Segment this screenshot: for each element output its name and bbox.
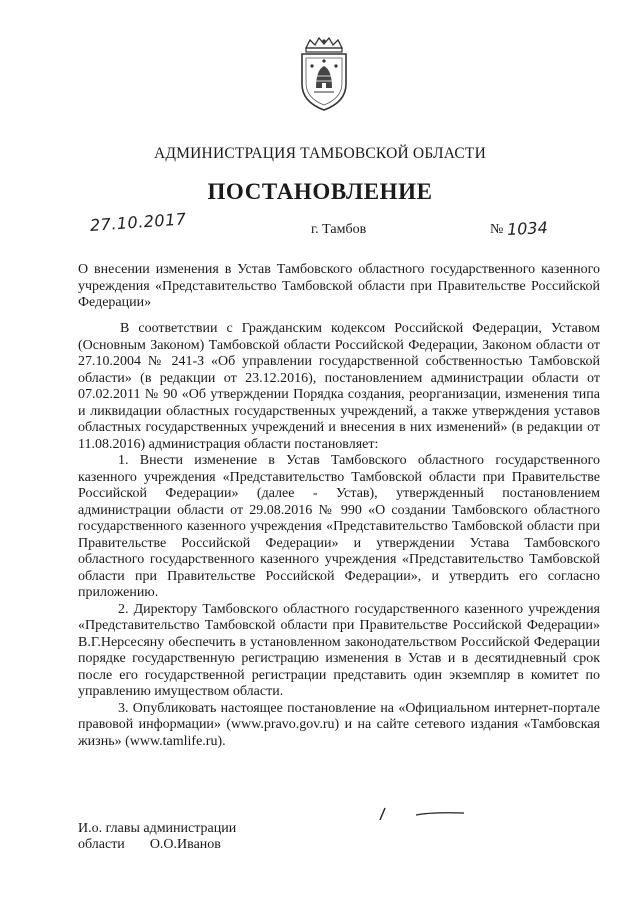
document-number: 1034 bbox=[506, 217, 549, 240]
coat-of-arms-icon bbox=[296, 36, 352, 112]
signatory-position-line1: И.о. главы администрации bbox=[78, 821, 237, 836]
signatory-name: О.О.Иванов bbox=[149, 837, 221, 852]
handwritten-signature-mark bbox=[376, 804, 466, 822]
clause-2-paragraph: 2. Директору Тамбовского областного государственного казенного учреждения «Представительство Тамбовской области при Правительстве Российской Федерации» В.Г.Нерсесяну обеспечить в установленном законодательством Российской Федерации порядке государственную регистрацию изменения в Устав и в десятидневный срок после его государственной регистрации представить один экземпляр в комитет по управлению имуществом области. bbox=[78, 601, 600, 699]
document-number-label: № bbox=[490, 222, 504, 237]
clause-1-paragraph: 1. Внести изменение в Устав Тамбовского областного государственного казенного учреждения «Представительство Тамбовской области при Правительстве Российской Федерации» (далее - Устав), утвержденный постановлением администрации области от 29.08.2016 № 990 «О создании Тамбовского областного государственного казенного учреждения «Представительство Тамбовской области при Правительстве Российской Федерации» и утверждении Устава Тамбовского областного государственного казенного учреждения «Представительство Тамбовской области при Правительстве Российской Федерации», и утвердить его согласно приложению. bbox=[78, 453, 600, 600]
preamble-paragraph: В соответствии с Гражданским кодексом Российской Федерации, Уставом (Основным Законом) Тамбовской области Российской Федерации, Законом области от 27.10.2004 № 241-З «Об управлении государственной собственностью Тамбовской области» (в редакции от 23.12.2016), постановлением администрации области от 07.02.2011 № 90 «Об утверждении Порядка создания, реорганизации, изменения типа и ликвидации областных государственных учреждений, а также утверждения уставов областных государственных учреждений и внесения в них изменений» (в редакции от 11.08.2016) администрация области постановляет: bbox=[78, 321, 600, 452]
document-type-title: ПОСТАНОВЛЕНИЕ bbox=[207, 179, 433, 204]
signatory-line2 bbox=[78, 837, 221, 853]
signatory-position-line2: области bbox=[78, 837, 125, 852]
document-subject bbox=[78, 262, 600, 312]
organization-name: АДМИНИСТРАЦИЯ ТАМБОВСКОЙ ОБЛАСТИ bbox=[154, 145, 486, 162]
document-date: 27.10.2017 bbox=[89, 209, 188, 235]
subject-text: О внесении изменения в Устав Тамбовского областного государственного казенного учреждения «Представительство Тамбовской области при Правительстве Российской Федерации» bbox=[78, 262, 600, 310]
clause-3-paragraph: 3. Опубликовать настоящее постановление на «Официальном интернет-портале правовой информации» (www.pravo.gov.ru) и на сайте сетевого издания «Тамбовская жизнь» (www.tamlife.ru). bbox=[78, 700, 600, 749]
document-body bbox=[78, 321, 600, 750]
document-city: г. Тамбов bbox=[311, 222, 367, 237]
